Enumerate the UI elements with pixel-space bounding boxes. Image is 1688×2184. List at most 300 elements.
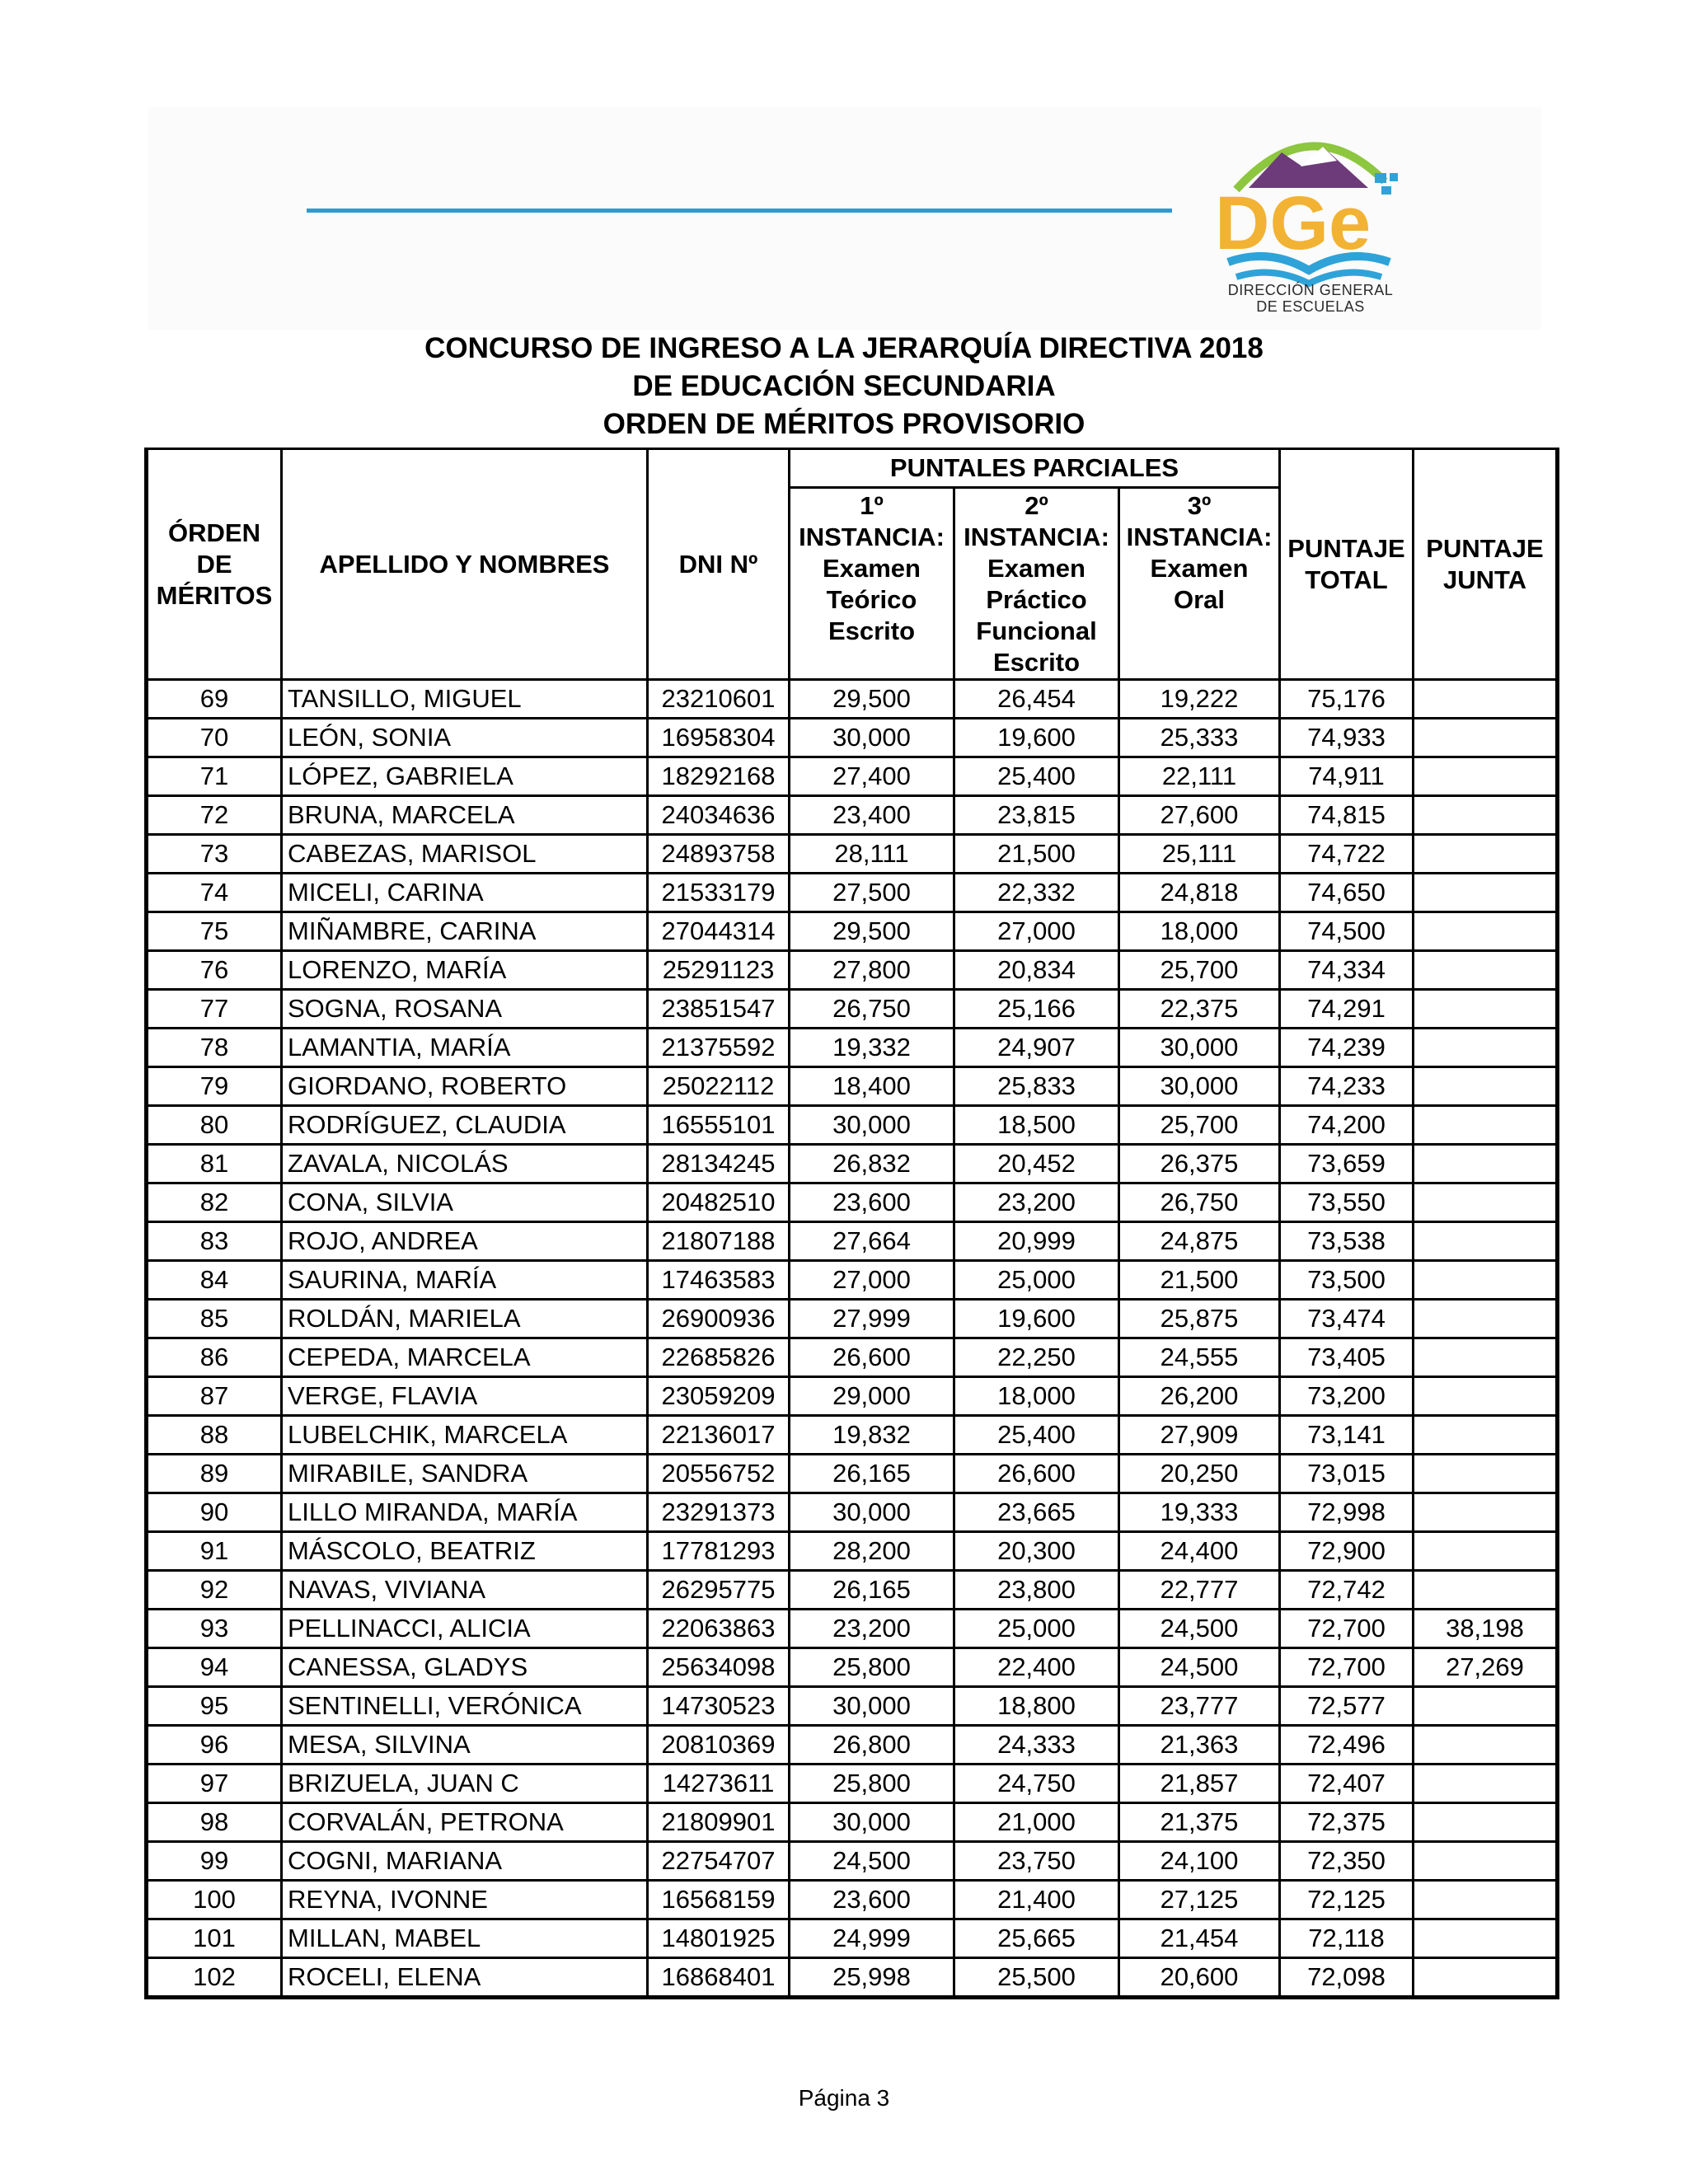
- cell-total: 72,407: [1280, 1765, 1414, 1803]
- cell-instancia-1: 27,800: [790, 951, 954, 990]
- cell-orden: 91: [147, 1532, 282, 1571]
- cell-instancia-2: 26,600: [954, 1455, 1119, 1493]
- cell-orden: 74: [147, 874, 282, 912]
- cell-instancia-2: 25,400: [954, 757, 1119, 796]
- cell-instancia-1: 27,500: [790, 874, 954, 912]
- cell-junta: [1414, 951, 1558, 990]
- table-row: [147, 951, 1558, 990]
- cell-dni: 25022112: [648, 1067, 790, 1106]
- cell-dni: 14273611: [648, 1765, 790, 1803]
- cell-orden: 83: [147, 1222, 282, 1261]
- cell-instancia-3: 27,600: [1119, 796, 1280, 835]
- cell-orden: 95: [147, 1687, 282, 1726]
- cell-instancia-3: 24,100: [1119, 1842, 1280, 1881]
- cell-nombre: VERGE, FLAVIA: [282, 1377, 648, 1416]
- cell-dni: 28134245: [648, 1145, 790, 1183]
- table-row: [147, 1300, 1558, 1338]
- cell-nombre: LUBELCHIK, MARCELA: [282, 1416, 648, 1455]
- header-instancia-3: [1119, 488, 1280, 680]
- cell-instancia-3: 24,818: [1119, 874, 1280, 912]
- table-row: [147, 1919, 1558, 1958]
- cell-total: 72,998: [1280, 1493, 1414, 1532]
- cell-total: 73,550: [1280, 1183, 1414, 1222]
- cell-dni: 20556752: [648, 1455, 790, 1493]
- cell-orden: 73: [147, 835, 282, 874]
- instancia-3-number: 3º: [1187, 491, 1212, 520]
- table-row: [147, 1610, 1558, 1648]
- cell-dni: 17463583: [648, 1261, 790, 1300]
- cell-total: 74,291: [1280, 990, 1414, 1029]
- cell-instancia-2: 25,665: [954, 1919, 1119, 1958]
- table-row: [147, 1261, 1558, 1300]
- cell-dni: 23059209: [648, 1377, 790, 1416]
- cell-junta: [1414, 1455, 1558, 1493]
- table-row: [147, 1145, 1558, 1183]
- cell-junta: [1414, 1765, 1558, 1803]
- cell-junta: [1414, 1416, 1558, 1455]
- cell-orden: 72: [147, 796, 282, 835]
- cell-total: 72,742: [1280, 1571, 1414, 1610]
- cell-dni: 23210601: [648, 680, 790, 719]
- cell-instancia-2: 18,000: [954, 1377, 1119, 1416]
- cell-junta: [1414, 719, 1558, 757]
- cell-dni: 16555101: [648, 1106, 790, 1145]
- cell-instancia-2: 21,500: [954, 835, 1119, 874]
- cell-dni: 21375592: [648, 1029, 790, 1067]
- cell-orden: 70: [147, 719, 282, 757]
- cell-junta: [1414, 1106, 1558, 1145]
- cell-instancia-1: 23,200: [790, 1610, 954, 1648]
- cell-orden: 75: [147, 912, 282, 951]
- cell-orden: 82: [147, 1183, 282, 1222]
- instancia-1-number: 1º: [860, 491, 884, 520]
- cell-instancia-1: 30,000: [790, 1493, 954, 1532]
- cell-instancia-3: 21,375: [1119, 1803, 1280, 1842]
- cell-nombre: TANSILLO, MIGUEL: [282, 680, 648, 719]
- table-row: [147, 1416, 1558, 1455]
- cell-nombre: PELLINACCI, ALICIA: [282, 1610, 648, 1648]
- cell-instancia-2: 21,000: [954, 1803, 1119, 1842]
- cell-instancia-3: 22,111: [1119, 757, 1280, 796]
- cell-total: 74,933: [1280, 719, 1414, 757]
- cell-dni: 16958304: [648, 719, 790, 757]
- logo-caption: [1187, 282, 1434, 315]
- cell-orden: 97: [147, 1765, 282, 1803]
- cell-instancia-3: 26,200: [1119, 1377, 1280, 1416]
- cell-dni: 14730523: [648, 1687, 790, 1726]
- cell-dni: 24893758: [648, 835, 790, 874]
- cell-instancia-3: 24,500: [1119, 1648, 1280, 1687]
- cell-instancia-2: 18,500: [954, 1106, 1119, 1145]
- cell-instancia-2: 19,600: [954, 1300, 1119, 1338]
- cell-instancia-3: 25,111: [1119, 835, 1280, 874]
- cell-instancia-3: 19,333: [1119, 1493, 1280, 1532]
- cell-total: 73,405: [1280, 1338, 1414, 1377]
- cell-junta: [1414, 1222, 1558, 1261]
- logo-dot: [1381, 186, 1391, 194]
- cell-total: 72,118: [1280, 1919, 1414, 1958]
- cell-nombre: REYNA, IVONNE: [282, 1881, 648, 1919]
- cell-instancia-1: 25,998: [790, 1958, 954, 1998]
- cell-instancia-1: 27,664: [790, 1222, 954, 1261]
- cell-total: 72,700: [1280, 1648, 1414, 1687]
- cell-instancia-3: 27,909: [1119, 1416, 1280, 1455]
- cell-total: 72,900: [1280, 1532, 1414, 1571]
- logo-dot: [1375, 173, 1386, 183]
- cell-total: 74,334: [1280, 951, 1414, 990]
- cell-total: 74,722: [1280, 835, 1414, 874]
- cell-total: 73,200: [1280, 1377, 1414, 1416]
- cell-nombre: LORENZO, MARÍA: [282, 951, 648, 990]
- table-row: [147, 912, 1558, 951]
- cell-nombre: MESA, SILVINA: [282, 1726, 648, 1765]
- cell-instancia-2: 21,400: [954, 1881, 1119, 1919]
- table-row: [147, 796, 1558, 835]
- cell-dni: 22136017: [648, 1416, 790, 1455]
- cell-total: 72,350: [1280, 1842, 1414, 1881]
- cell-instancia-3: 25,700: [1119, 951, 1280, 990]
- cell-instancia-1: 25,800: [790, 1648, 954, 1687]
- cell-instancia-1: 28,200: [790, 1532, 954, 1571]
- cell-instancia-2: 20,999: [954, 1222, 1119, 1261]
- cell-orden: 81: [147, 1145, 282, 1183]
- cell-instancia-3: 21,454: [1119, 1919, 1280, 1958]
- cell-instancia-3: 22,375: [1119, 990, 1280, 1029]
- table-row: [147, 1958, 1558, 1998]
- cell-nombre: SAURINA, MARÍA: [282, 1261, 648, 1300]
- cell-instancia-1: 30,000: [790, 1803, 954, 1842]
- cell-orden: 79: [147, 1067, 282, 1106]
- logo-caption-line1: DIRECCIÓN GENERAL: [1227, 282, 1394, 298]
- logo-brand: DGe: [1215, 181, 1372, 265]
- cell-junta: [1414, 1067, 1558, 1106]
- cell-instancia-1: 18,400: [790, 1067, 954, 1106]
- cell-dni: 22754707: [648, 1842, 790, 1881]
- cell-instancia-3: 25,333: [1119, 719, 1280, 757]
- cell-nombre: COGNI, MARIANA: [282, 1842, 648, 1881]
- table-row: [147, 1726, 1558, 1765]
- cell-orden: 71: [147, 757, 282, 796]
- cell-junta: [1414, 1532, 1558, 1571]
- cell-nombre: SOGNA, ROSANA: [282, 990, 648, 1029]
- cell-total: 73,500: [1280, 1261, 1414, 1300]
- cell-dni: 21807188: [648, 1222, 790, 1261]
- cell-instancia-1: 28,111: [790, 835, 954, 874]
- table-row: [147, 1493, 1558, 1532]
- title-line-2: DE EDUCACIÓN SECUNDARIA: [632, 370, 1056, 402]
- cell-nombre: MIRABILE, SANDRA: [282, 1455, 648, 1493]
- cell-instancia-2: 19,600: [954, 719, 1119, 757]
- cell-dni: 21533179: [648, 874, 790, 912]
- cell-instancia-1: 19,832: [790, 1416, 954, 1455]
- header-instancia-2: [954, 488, 1119, 680]
- cell-junta: [1414, 1029, 1558, 1067]
- cell-instancia-1: 29,500: [790, 912, 954, 951]
- cell-instancia-3: 25,875: [1119, 1300, 1280, 1338]
- cell-instancia-3: 19,222: [1119, 680, 1280, 719]
- table-row: [147, 1183, 1558, 1222]
- cell-dni: 25634098: [648, 1648, 790, 1687]
- cell-instancia-1: 23,600: [790, 1183, 954, 1222]
- cell-orden: 77: [147, 990, 282, 1029]
- cell-instancia-2: 22,332: [954, 874, 1119, 912]
- cell-nombre: LAMANTIA, MARÍA: [282, 1029, 648, 1067]
- cell-instancia-1: 30,000: [790, 1687, 954, 1726]
- cell-junta: [1414, 796, 1558, 835]
- cell-nombre: ROJO, ANDREA: [282, 1222, 648, 1261]
- cell-dni: 23851547: [648, 990, 790, 1029]
- cell-nombre: CONA, SILVIA: [282, 1183, 648, 1222]
- cell-instancia-3: 25,700: [1119, 1106, 1280, 1145]
- cell-nombre: CEPEDA, MARCELA: [282, 1338, 648, 1377]
- cell-junta: [1414, 1687, 1558, 1726]
- instancia-1-desc: Examen Teórico Escrito: [823, 554, 921, 645]
- table-row: [147, 1029, 1558, 1067]
- header-parciales: PUNTALES PARCIALES: [790, 449, 1280, 488]
- cell-dni: 22685826: [648, 1338, 790, 1377]
- cell-total: 73,659: [1280, 1145, 1414, 1183]
- cell-instancia-1: 27,000: [790, 1261, 954, 1300]
- cell-nombre: GIORDANO, ROBERTO: [282, 1067, 648, 1106]
- cell-instancia-3: 24,400: [1119, 1532, 1280, 1571]
- cell-instancia-2: 23,750: [954, 1842, 1119, 1881]
- cell-nombre: LEÓN, SONIA: [282, 719, 648, 757]
- cell-dni: 22063863: [648, 1610, 790, 1648]
- cell-total: 73,015: [1280, 1455, 1414, 1493]
- cell-instancia-2: 25,000: [954, 1261, 1119, 1300]
- cell-junta: [1414, 835, 1558, 874]
- cell-instancia-3: 24,500: [1119, 1610, 1280, 1648]
- cell-total: 74,239: [1280, 1029, 1414, 1067]
- cell-orden: 84: [147, 1261, 282, 1300]
- cell-orden: 94: [147, 1648, 282, 1687]
- cell-instancia-1: 26,165: [790, 1455, 954, 1493]
- cell-instancia-2: 22,250: [954, 1338, 1119, 1377]
- cell-instancia-3: 21,363: [1119, 1726, 1280, 1765]
- cell-nombre: ROCELI, ELENA: [282, 1958, 648, 1998]
- cell-dni: 17781293: [648, 1532, 790, 1571]
- cell-dni: 23291373: [648, 1493, 790, 1532]
- cell-orden: 101: [147, 1919, 282, 1958]
- cell-instancia-2: 18,800: [954, 1687, 1119, 1726]
- header-nombre: APELLIDO Y NOMBRES: [282, 449, 648, 680]
- instancia-2-label: INSTANCIA:: [964, 523, 1109, 551]
- cell-instancia-3: 20,250: [1119, 1455, 1280, 1493]
- cell-instancia-3: 30,000: [1119, 1067, 1280, 1106]
- cell-orden: 93: [147, 1610, 282, 1648]
- cell-orden: 78: [147, 1029, 282, 1067]
- cell-junta: [1414, 757, 1558, 796]
- cell-orden: 76: [147, 951, 282, 990]
- cell-total: 74,200: [1280, 1106, 1414, 1145]
- cell-instancia-3: 27,125: [1119, 1881, 1280, 1919]
- cell-junta: [1414, 1881, 1558, 1919]
- table-row: [147, 1067, 1558, 1106]
- cell-instancia-2: 23,200: [954, 1183, 1119, 1222]
- cell-nombre: LILLO MIRANDA, MARÍA: [282, 1493, 648, 1532]
- cell-instancia-1: 23,400: [790, 796, 954, 835]
- cell-orden: 102: [147, 1958, 282, 1998]
- cell-nombre: ZAVALA, NICOLÁS: [282, 1145, 648, 1183]
- cell-instancia-2: 25,500: [954, 1958, 1119, 1998]
- cell-total: 72,577: [1280, 1687, 1414, 1726]
- table-row: [147, 1648, 1558, 1687]
- cell-nombre: BRIZUELA, JUAN C: [282, 1765, 648, 1803]
- cell-instancia-2: 24,333: [954, 1726, 1119, 1765]
- cell-total: 73,474: [1280, 1300, 1414, 1338]
- table-row: [147, 1803, 1558, 1842]
- cell-orden: 88: [147, 1416, 282, 1455]
- cell-nombre: NAVAS, VIVIANA: [282, 1571, 648, 1610]
- cell-junta: [1414, 1338, 1558, 1377]
- cell-dni: 26900936: [648, 1300, 790, 1338]
- cell-instancia-2: 23,665: [954, 1493, 1119, 1532]
- table-row: [147, 1338, 1558, 1377]
- cell-dni: 27044314: [648, 912, 790, 951]
- table-row: [147, 1377, 1558, 1416]
- cell-junta: 38,198: [1414, 1610, 1558, 1648]
- cell-nombre: CABEZAS, MARISOL: [282, 835, 648, 874]
- header-total: PUNTAJE TOTAL: [1280, 449, 1414, 680]
- cell-junta: [1414, 680, 1558, 719]
- cell-instancia-3: 30,000: [1119, 1029, 1280, 1067]
- table-row: [147, 719, 1558, 757]
- cell-orden: 98: [147, 1803, 282, 1842]
- cell-total: 72,496: [1280, 1726, 1414, 1765]
- cell-instancia-3: 23,777: [1119, 1687, 1280, 1726]
- cell-nombre: ROLDÁN, MARIELA: [282, 1300, 648, 1338]
- cell-instancia-1: 27,999: [790, 1300, 954, 1338]
- cell-junta: [1414, 1261, 1558, 1300]
- cell-instancia-1: 23,600: [790, 1881, 954, 1919]
- cell-total: 72,098: [1280, 1958, 1414, 1998]
- cell-total: 72,700: [1280, 1610, 1414, 1648]
- cell-total: 74,815: [1280, 796, 1414, 835]
- cell-instancia-3: 24,875: [1119, 1222, 1280, 1261]
- table-row: [147, 680, 1558, 719]
- table-row: [147, 757, 1558, 796]
- cell-dni: 24034636: [648, 796, 790, 835]
- cell-instancia-1: 26,600: [790, 1338, 954, 1377]
- cell-instancia-1: 26,750: [790, 990, 954, 1029]
- cell-instancia-2: 25,400: [954, 1416, 1119, 1455]
- cell-junta: [1414, 1145, 1558, 1183]
- table-row: [147, 874, 1558, 912]
- cell-nombre: SENTINELLI, VERÓNICA: [282, 1687, 648, 1726]
- cell-instancia-1: 30,000: [790, 1106, 954, 1145]
- cell-orden: 69: [147, 680, 282, 719]
- cell-dni: 25291123: [648, 951, 790, 990]
- instancia-3-desc: Examen Oral: [1150, 554, 1249, 614]
- cell-instancia-1: 24,500: [790, 1842, 954, 1881]
- cell-nombre: MIÑAMBRE, CARINA: [282, 912, 648, 951]
- cell-instancia-1: 26,800: [790, 1726, 954, 1765]
- cell-dni: 16868401: [648, 1958, 790, 1998]
- table-row: [147, 1222, 1558, 1261]
- cell-instancia-2: 27,000: [954, 912, 1119, 951]
- cell-dni: 14801925: [648, 1919, 790, 1958]
- cell-dni: 26295775: [648, 1571, 790, 1610]
- cell-instancia-2: 20,300: [954, 1532, 1119, 1571]
- cell-junta: [1414, 1919, 1558, 1958]
- cell-junta: 27,269: [1414, 1648, 1558, 1687]
- cell-instancia-1: 24,999: [790, 1919, 954, 1958]
- table-row: [147, 1455, 1558, 1493]
- cell-orden: 85: [147, 1300, 282, 1338]
- table-row: [147, 1687, 1558, 1726]
- cell-instancia-3: 21,857: [1119, 1765, 1280, 1803]
- cell-instancia-1: 26,165: [790, 1571, 954, 1610]
- cell-instancia-2: 26,454: [954, 680, 1119, 719]
- cell-instancia-2: 23,815: [954, 796, 1119, 835]
- cell-instancia-2: 25,000: [954, 1610, 1119, 1648]
- cell-instancia-2: 24,907: [954, 1029, 1119, 1067]
- logo-caption-line2: DE ESCUELAS: [1256, 298, 1365, 315]
- cell-dni: 18292168: [648, 757, 790, 796]
- cell-orden: 86: [147, 1338, 282, 1377]
- cell-total: 75,176: [1280, 680, 1414, 719]
- cell-instancia-2: 20,452: [954, 1145, 1119, 1183]
- cell-orden: 90: [147, 1493, 282, 1532]
- instancia-2-desc: Examen Práctico Funcional Escrito: [976, 554, 1097, 677]
- cell-nombre: LÓPEZ, GABRIELA: [282, 757, 648, 796]
- cell-dni: 16568159: [648, 1881, 790, 1919]
- cell-orden: 96: [147, 1726, 282, 1765]
- header-rule: [307, 209, 1172, 213]
- header-orden: ÓRDEN DE MÉRITOS: [147, 449, 282, 680]
- cell-junta: [1414, 1958, 1558, 1998]
- header-junta: PUNTAJE JUNTA: [1414, 449, 1558, 680]
- cell-total: 74,500: [1280, 912, 1414, 951]
- cell-nombre: CORVALÁN, PETRONA: [282, 1803, 648, 1842]
- cell-junta: [1414, 1726, 1558, 1765]
- cell-instancia-3: 22,777: [1119, 1571, 1280, 1610]
- cell-dni: 21809901: [648, 1803, 790, 1842]
- title-line-1: CONCURSO DE INGRESO A LA JERARQUÍA DIRECTIVA 2018: [424, 332, 1264, 364]
- cell-junta: [1414, 874, 1558, 912]
- cell-junta: [1414, 1803, 1558, 1842]
- page-number: Página 3: [798, 2085, 890, 2111]
- cell-instancia-1: 29,000: [790, 1377, 954, 1416]
- cell-junta: [1414, 990, 1558, 1029]
- cell-nombre: RODRÍGUEZ, CLAUDIA: [282, 1106, 648, 1145]
- cell-total: 73,141: [1280, 1416, 1414, 1455]
- document-title: [0, 330, 1688, 443]
- cell-instancia-2: 20,834: [954, 951, 1119, 990]
- cell-total: 72,125: [1280, 1881, 1414, 1919]
- cell-instancia-3: 20,600: [1119, 1958, 1280, 1998]
- cell-instancia-1: 19,332: [790, 1029, 954, 1067]
- cell-nombre: MILLAN, MABEL: [282, 1919, 648, 1958]
- cell-instancia-2: 24,750: [954, 1765, 1119, 1803]
- cell-junta: [1414, 1377, 1558, 1416]
- cell-junta: [1414, 1842, 1558, 1881]
- cell-junta: [1414, 1571, 1558, 1610]
- table-row: [147, 835, 1558, 874]
- instancia-3-label: INSTANCIA:: [1126, 523, 1273, 551]
- cell-nombre: CANESSA, GLADYS: [282, 1648, 648, 1687]
- cell-dni: 20482510: [648, 1183, 790, 1222]
- cell-total: 74,650: [1280, 874, 1414, 912]
- cell-instancia-3: 18,000: [1119, 912, 1280, 951]
- cell-dni: 20810369: [648, 1726, 790, 1765]
- cell-orden: 89: [147, 1455, 282, 1493]
- cell-instancia-2: 25,833: [954, 1067, 1119, 1106]
- merits-table: [144, 448, 1559, 1999]
- cell-junta: [1414, 1300, 1558, 1338]
- cell-instancia-1: 29,500: [790, 680, 954, 719]
- cell-instancia-1: 30,000: [790, 719, 954, 757]
